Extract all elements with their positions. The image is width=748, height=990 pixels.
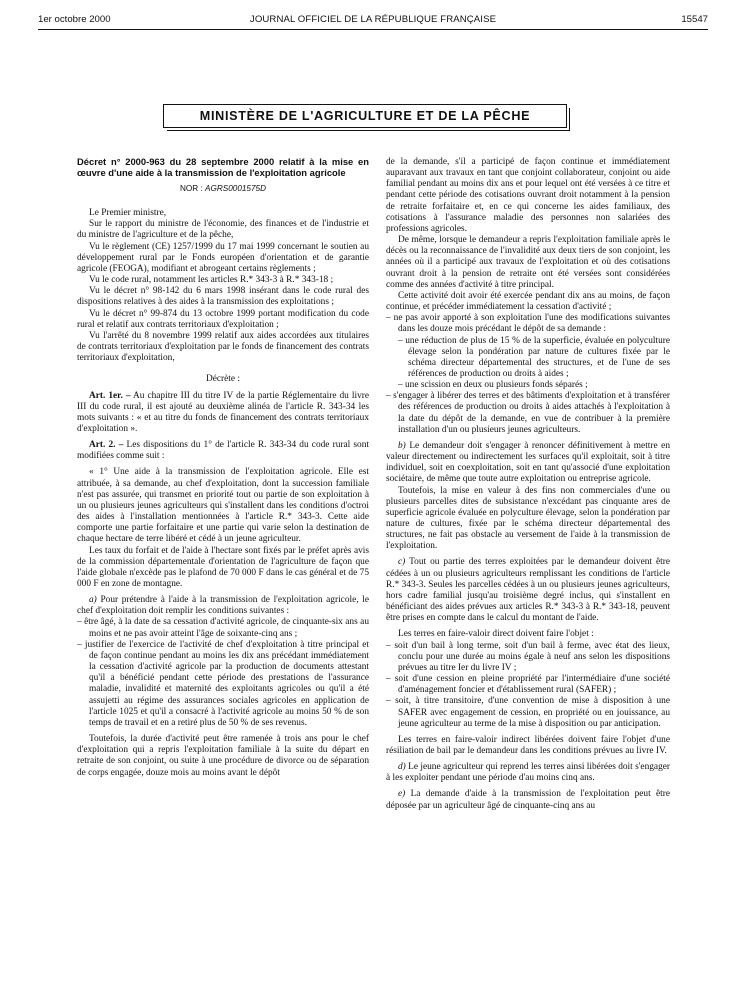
paragraph: Vu le règlement (CE) 1257/1999 du 17 mai 1999 concernant le soutien au développement rural par le Fonds européen d'orientation et de garantie agricole (FEOGA), modifiant et abrogeant certains règlements ; <box>77 241 369 274</box>
decrete-heading: Décrète : <box>206 374 240 385</box>
paragraph: Les taux du forfait et de l'aide à l'hectare sont fixés par le préfet après avis de la commission départementale d'orientation de l'agriculture de façon que l'aide globale n'excède pas le plafond de 70 000 F dans le cas général et de 75 000 F en zone de montagne. <box>77 545 369 589</box>
column-right <box>386 157 670 812</box>
ministry-box <box>163 104 567 128</box>
paragraph: Toutefois, la mise en valeur à des fins non commerciales d'une ou plusieurs parcelles dites de subsistance n'excédant pas cinquante ares de superficie agricole évaluée en polyculture élevage, selon la pondération par nature de cultures, fixée par le schéma directeur départemental des structures, ne fait pas obstacle au versement de l'aide à la transmission de l'exploitation. <box>386 485 670 552</box>
section-c-text: Tout ou partie des terres exploitées par le demandeur doivent être cédées à un ou plusieurs agriculteurs remplissant les conditions de l'article R.* 343-3. Seules les parcelles cédées à un ou plusieurs jeunes agriculteurs, hors cadre familial jusqu'au troisième degré inclus, qui s'installent en bénéficiant des aides prévues aux articles R.* 343-3 à R.* 343-18, peuvent être prises en compte dans le calcul du montant de l'aide. <box>386 557 670 624</box>
section-d-label: d) <box>398 762 406 773</box>
section-d <box>386 762 670 784</box>
article-2 <box>77 440 369 462</box>
article-1-text: Au chapitre III du titre IV de la partie Réglementaire du livre III du code rural, il est ajouté au deuxième alinéa de l'article R. 343-34 les mots suivants : « et au titre du fonds de financement des contrats territoriaux d'exploitation ». <box>77 390 369 434</box>
nor-reference <box>77 183 369 194</box>
article-1-label: Art. 1er. – <box>89 390 131 401</box>
list-item: – soit, à titre transitoire, d'une convention de mise à disposition à une SAFER avec engagement de cession, en propriété ou en jouissance, au jeune agriculteur au terme de la mise à disposition ou par anticipation. <box>386 696 670 729</box>
nor-label: NOR : <box>179 184 206 193</box>
paragraph: Vu le code rural, notamment les articles R.* 343-3 à R.* 343-18 ; <box>89 275 334 286</box>
issue-date: 1er octobre 2000 <box>38 14 111 25</box>
page-header <box>38 8 708 24</box>
sub-list-item: – une scission en deux ou plusieurs fonds séparés ; <box>398 380 588 391</box>
paragraph: Le Premier ministre, <box>89 208 167 219</box>
sub-list-item: – une réduction de plus de 15 % de la superficie, évaluée en polyculture élevage selon la pondération par nature de cultures fixée par le schéma directeur départemental des structures, et de l'une de ses références de production ou droits à aides ; <box>398 335 670 379</box>
section-b <box>386 441 670 486</box>
section-e <box>386 789 670 811</box>
paragraph: Cette activité doit avoir été exercée pendant dix ans au moins, de façon continue, et précéder immédiatement la cessation d'activité ; <box>386 290 670 313</box>
list-item: – s'engager à libérer des terres et des bâtiments d'exploitation et à transférer des références de production ou droits à aides attachés à l'exploitation à la date du dépôt de la demande, en vue de contribuer à la première installation d'un ou plusieurs jeunes agriculteurs. <box>386 391 670 435</box>
list-item: – ne pas avoir apporté à son exploitation l'une des modifications suivantes dans les douze mois précédant le dépôt de sa demande : <box>386 313 670 335</box>
section-b-text: Le demandeur doit s'engager à renoncer définitivement à mettre en valeur directement ou indirectement les surfaces qu'il exploitait, soit à titre individuel, soit en coexploitation, soit en tant qu'associé d'une exploitation sociétaire, de même que toute autre exploitation ou entreprise agricole. <box>386 440 670 485</box>
list-item: – être âgé, à la date de sa cessation d'activité agricole, de cinquante-six ans au moins et ne pas avoir atteint l'âge de soixante-cinq ans ; <box>77 617 369 639</box>
paragraph: Vu le décret n° 98-142 du 6 mars 1998 insérant dans le code rural des dispositions relatives à des aides à la transmission des exploitations ; <box>77 286 369 308</box>
ministry-title: MINISTÈRE DE L'AGRICULTURE ET DE LA PÊCHE <box>199 109 531 123</box>
section-a-text: Pour prétendre à l'aide à la transmission de l'exploitation agricole, le chef d'exploitation doit remplir les conditions suivantes : <box>77 595 369 617</box>
page-number: 15547 <box>681 14 708 25</box>
paragraph: De même, lorsque le demandeur a repris l'exploitation familiale après le décès ou la reconnaissance de l'invalidité aux deux tiers de son conjoint, les années où il a participé aux travaux de l'exploitation et où des cotisations ouvrant droit à la pension de retraite ont été versées sont considérées comme des années d'activité à titre principal. <box>386 235 670 290</box>
paragraph: Toutefois, la durée d'activité peut être ramenée à trois ans pour le chef d'exploitation qui a repris l'exploitation familiale à la suite du départ en retraite de son conjoint, ou suite à une procédure de divorce ou de séparation de corps engagée, douze mois au moins avant le dépôt <box>77 734 369 778</box>
article-1 <box>77 391 369 436</box>
journal-title: JOURNAL OFFICIEL DE LA RÉPUBLIQUE FRANÇAISE <box>249 14 497 25</box>
article-2-text: Les dispositions du 1° de l'article R. 343-34 du code rural sont modifiées comme suit : <box>77 440 369 462</box>
decree-title: Décret n° 2000-963 du 28 septembre 2000 relatif à la mise en œuvre d'une aide à la transmission de l'exploitation agricole <box>77 156 369 178</box>
column-left <box>77 156 369 779</box>
paragraph: Les terres en faire-valoir indirect libérées doivent faire l'objet d'une résiliation de bail par le demandeur dans les conditions prévues au livre IV. <box>386 734 670 756</box>
paragraph: Vu l'arrêté du 8 novembre 1999 relatif aux aides accordées aux titulaires de contrats territoriaux d'exploitation par le fonds de financement des contrats territoriaux d'exploitation, <box>77 330 369 364</box>
article-2-label: Art. 2. – <box>89 440 124 451</box>
nor-code: AGRS0001575D <box>205 184 267 193</box>
paragraph: Vu le décret n° 99-874 du 13 octobre 1999 portant modification du code rural et relatif aux contrats territoriaux d'exploitation ; <box>77 308 369 330</box>
section-b-label: b) <box>398 440 406 451</box>
section-e-text: La demande d'aide à la transmission de l'exploitation peut être déposée par un agriculteur âgé de cinquante-cinq ans au <box>386 789 670 811</box>
paragraph: Sur le rapport du ministre de l'économie, des finances et de l'industrie et du ministre de l'agriculture et de la pêche, <box>77 219 369 241</box>
list-item: – soit d'un bail à long terme, soit d'un bail à ferme, avec état des lieux, conclu pour une durée au moins égale à neuf ans selon les dispositions prévues au titre Ier du livre IV ; <box>386 640 670 673</box>
section-c-label: c) <box>398 557 406 568</box>
paragraph: « 1° Une aide à la transmission de l'exploitation agricole. Elle est attribuée, à sa demande, au chef d'exploitation, dont la succession familiale n'est pas assurée, qui transmet en priorité tout ou partie de son exploitation à un ou plusieurs jeunes agriculteurs qui s'installent dans les conditions d'octroi des aides à l'installation mentionnées à l'article R.* 343-3. Cette aide comporte une partie forfaitaire et une partie qui varie selon la destination de chaque hectare de terre libéré et cédé à un jeune agriculteur. <box>77 467 369 545</box>
section-c <box>386 557 670 624</box>
paragraph: de la demande, s'il a participé de façon continue et immédiatement auparavant aux travaux en tant que conjoint collaborateur, conjoint ou aide familial pendant au moins dix ans et pour lequel ont été versées à ce titre et pendant cette période des cotisations ouvrant droit notamment à la pension de retraite forfaitaire et, en ce qui concerne les aides familiaux, des cotisations à l'assurance maladie des personnes non salariées des professions agricoles. <box>386 157 670 234</box>
section-d-text: Le jeune agriculteur qui reprend les terres ainsi libérées doit s'engager à les exploiter pendant une période d'au moins cinq ans. <box>386 762 670 784</box>
section-a <box>77 595 369 617</box>
section-e-label: e) <box>398 789 406 800</box>
list-item: – justifier de l'exercice de l'activité de chef d'exploitation à titre principal et de façon continue pendant au moins les dix ans précédant immédiatement la cessation d'activité agricole par la production de documents attestant qu'il a bénéficié pendant cette période des prestations de l'assurance maladie, invalidité et maternité des exploitants agricoles ou qu'il a été assujetti au régime des assurances sociales agricoles en application de l'article 1025 et qu'il a consacré à l'activité agricole au moins 50 % de son temps de travail et en a retiré plus de 50 % de ses revenus. <box>77 639 369 728</box>
section-a-label: a) <box>89 595 97 606</box>
header-rule <box>38 29 708 30</box>
paragraph: Les terres en faire-valoir direct doivent faire l'objet : <box>398 629 594 640</box>
list-item: – soit d'une cession en pleine propriété par l'intermédiaire d'une société d'aménagement foncier et d'établissement rural (SAFER) ; <box>386 674 670 696</box>
